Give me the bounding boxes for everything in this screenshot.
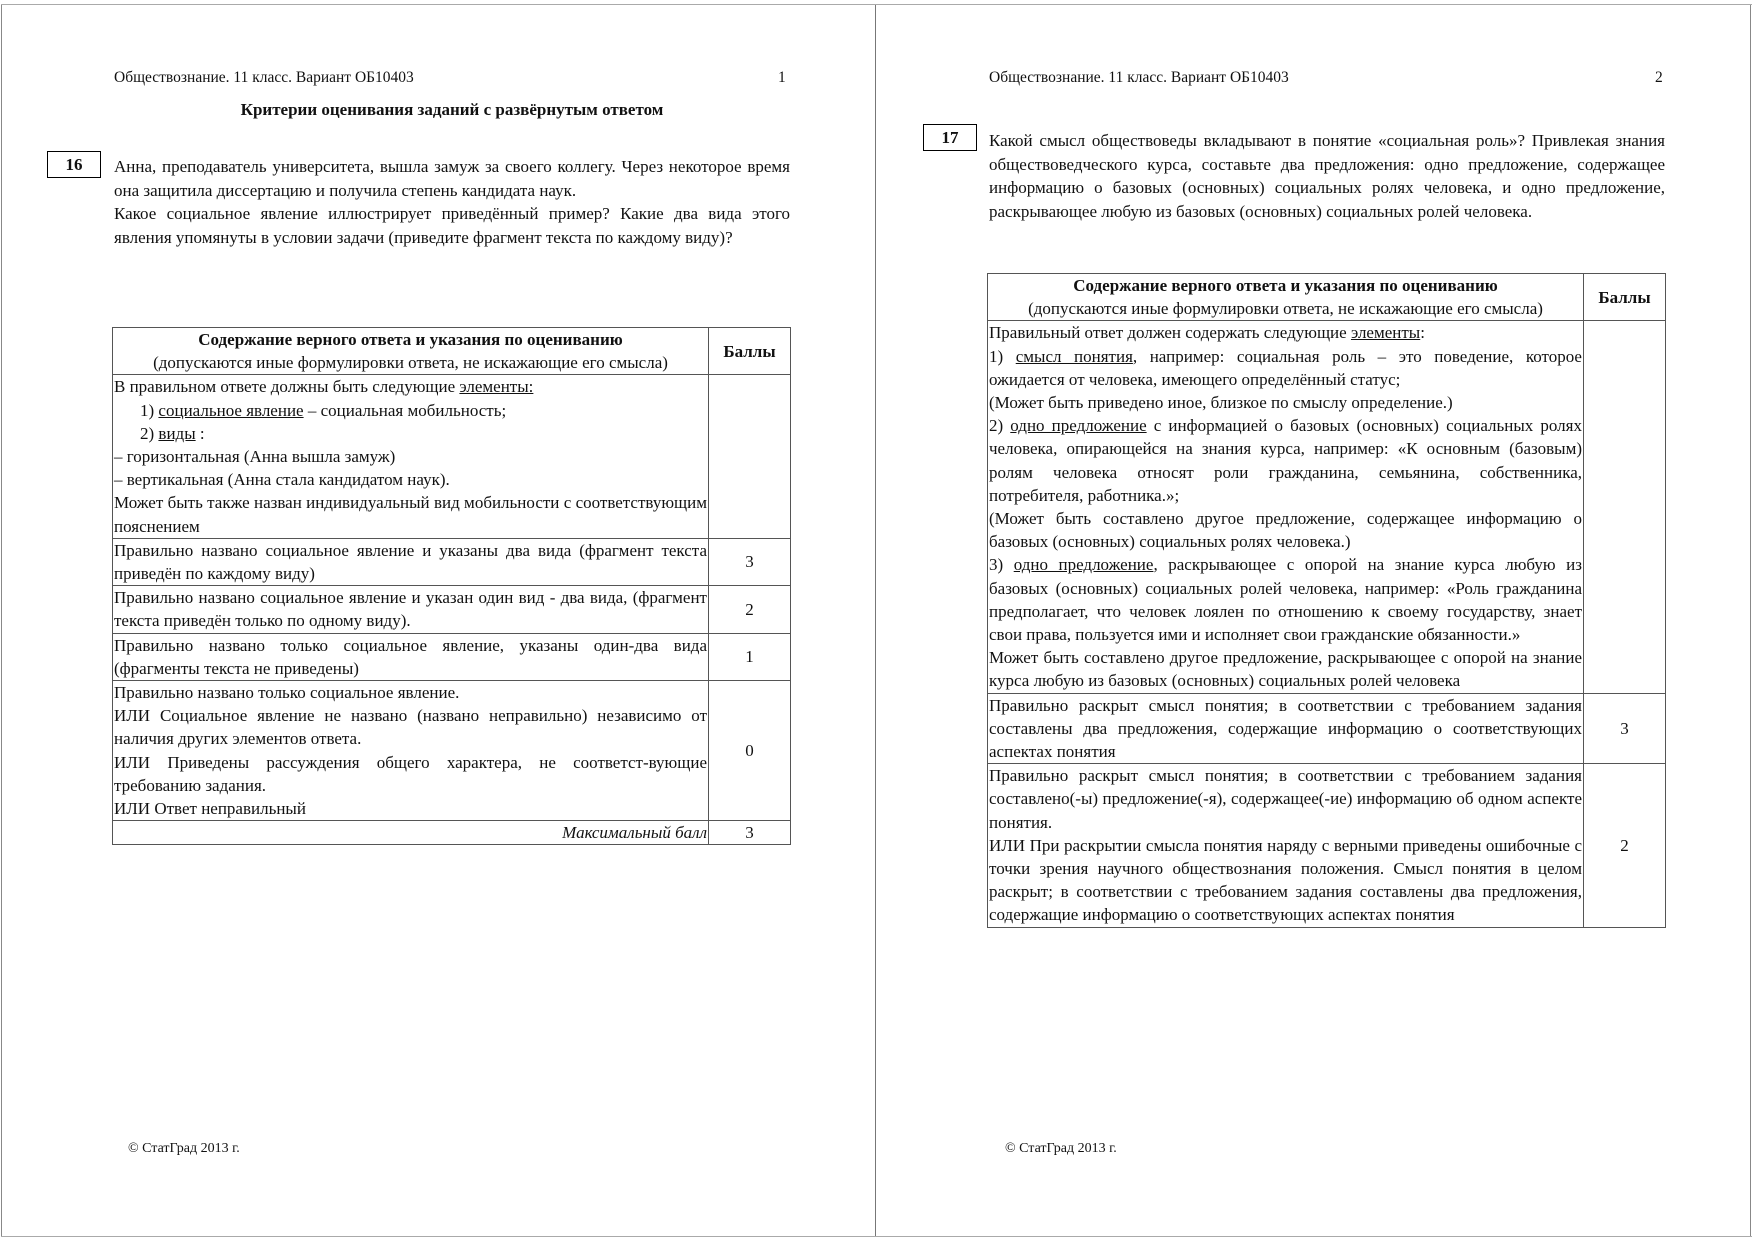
page-header: Обществознание. 11 класс. Вариант ОБ10403 [114,69,414,86]
page-number: 1 [778,69,786,86]
score-row [113,633,791,680]
score-criterion: Правильно названо социальное явление и указаны два вида (фрагмент текста приведён по каждому виду) [113,538,709,585]
answer-elements: Правильный ответ должен содержать следующие элементы: 1) смысл понятия, например: социальная роль – это поведение, которое ожидается от человека, имеющего определённый статус; (Может быть приведено иное, близкое по смыслу определение.) 2) одно предложение с информацией о базовых (основных) социальных ролях человека, опирающейся на знания курса, например: «К основным (базовым) ролям человека относят роли гражданина, семьянина, собственника, потребителя, работника.»; (Может быть составлено другое предложение, содержащее информацию о базовых (основных) социальных ролях человека.) 3) одно предложение, раскрывающее с опорой на знание курса любую из базовых (основных) социальных ролей человека, например: «Роль гражданина предполагает, что человек лоялен по отношению к своему государству, знает свои права, пользуется ими и исполняет свои гражданские обязанности.» Может быть составлено другое предложение, раскрывающее с опорой на знание курса любую из базовых (основных) социальных ролей человека [988,321,1584,693]
criteria-table-17 [987,273,1666,928]
score-value: 2 [709,586,791,633]
score-row [988,693,1666,764]
max-score-label: Максимальный балл [113,821,709,845]
empty-points-cell [709,375,791,538]
page-header: Обществознание. 11 класс. Вариант ОБ10403 [989,69,1289,86]
criteria-table-16 [112,327,791,845]
score-row [988,764,1666,927]
score-criterion: Правильно названо социальное явление и указан один вид - два вида, (фрагмент текста приведён только по одному виду). [113,586,709,633]
page-footer: © СтатГрад 2013 г. [128,1141,240,1156]
task-17-text: Какой смысл обществоведы вкладывают в понятие «социальная роль»? Привлекая знания обществоведческого курса, составьте два предложения: одно предложение, содержащее информацию о базовых (основных) социальных ролях человека, и одно предложение, раскрывающее любую из базовых (основных) социальных ролей человека. [989,131,1665,221]
points-header: Баллы [1584,274,1666,321]
score-value: 0 [709,681,791,821]
score-row [113,538,791,585]
answer-row [988,321,1666,693]
score-criterion: Правильно раскрыт смысл понятия; в соответствии с требованием задания составлено(-ы) предложение(-я), содержащее(-ие) информацию об одном аспекте понятия. ИЛИ При раскрытии смысла понятия наряду с верными приведены ошибочные с точки зрения научного обществознания положения. Смысл понятия в целом раскрыт; в соответствии с требованием задания составлены два предложения, содержащие информацию о соответствующих аспектах понятия [988,764,1584,927]
score-row [113,681,791,821]
score-criterion: Правильно названо только социальное явление. ИЛИ Социальное явление не названо (названо неправильно) независимо от наличия других элементов ответа. ИЛИ Приведены рассуждения общего характера, не соответст-вующие требованию задания. ИЛИ Ответ неправильный [113,681,709,821]
page-1 [1,5,876,1236]
table-header-row [113,328,791,375]
score-value: 1 [709,633,791,680]
max-score-value: 3 [709,821,791,845]
score-value: 3 [709,538,791,585]
answer-elements: В правильном ответе должны быть следующие элементы: 1) социальное явление – социальная мобильность; 2) виды : – горизонтальная (Анна вышла замуж) – вертикальная (Анна стала кандидатом наук). Может быть также назван индивидуальный вид мобильности с соответствующим пояснением [113,375,709,538]
task-paragraph: Какое социальное явление иллюстрирует приведённый пример? Какие два вида этого явления упомянуты в условии задачи (приведите фрагмент текста по каждому виду)? [114,204,790,247]
score-criterion: Правильно названо только социальное явление, указаны один-два вида (фрагменты текста не приведены) [113,633,709,680]
content-header [113,328,709,375]
page-footer: © СтатГрад 2013 г. [1005,1141,1117,1156]
document-spread [1,4,1752,1237]
task-number-16: 16 [47,151,101,178]
score-row [113,586,791,633]
content-header [988,274,1584,321]
task-16-text [114,155,790,249]
max-score-row [113,821,791,845]
points-header: Баллы [709,328,791,375]
score-criterion: Правильно раскрыт смысл понятия; в соответствии с требованием задания составлены два предложения, содержащие информацию о соответствующих аспектах понятия [988,693,1584,764]
task-number-17: 17 [923,124,977,151]
page-2 [875,5,1751,1236]
task-paragraph: Анна, преподаватель университета, вышла замуж за своего коллегу. Через некоторое время она защитила диссертацию и получила степень кандидата наук. [114,157,790,200]
score-value: 3 [1584,693,1666,764]
empty-points-cell [1584,321,1666,693]
answer-row [113,375,791,538]
document-title: Критерии оценивания заданий с развёрнутым ответом [240,100,664,119]
score-value: 2 [1584,764,1666,927]
header-title: Содержание верного ответа и указания по оцениванию [1073,276,1498,295]
page-number: 2 [1655,69,1663,86]
table-header-row [988,274,1666,321]
header-note: (допускаются иные формулировки ответа, не искажающие его смысла) [153,353,668,373]
header-note: (допускаются иные формулировки ответа, не искажающие его смысла) [1028,299,1543,319]
header-title: Содержание верного ответа и указания по оцениванию [198,330,623,349]
